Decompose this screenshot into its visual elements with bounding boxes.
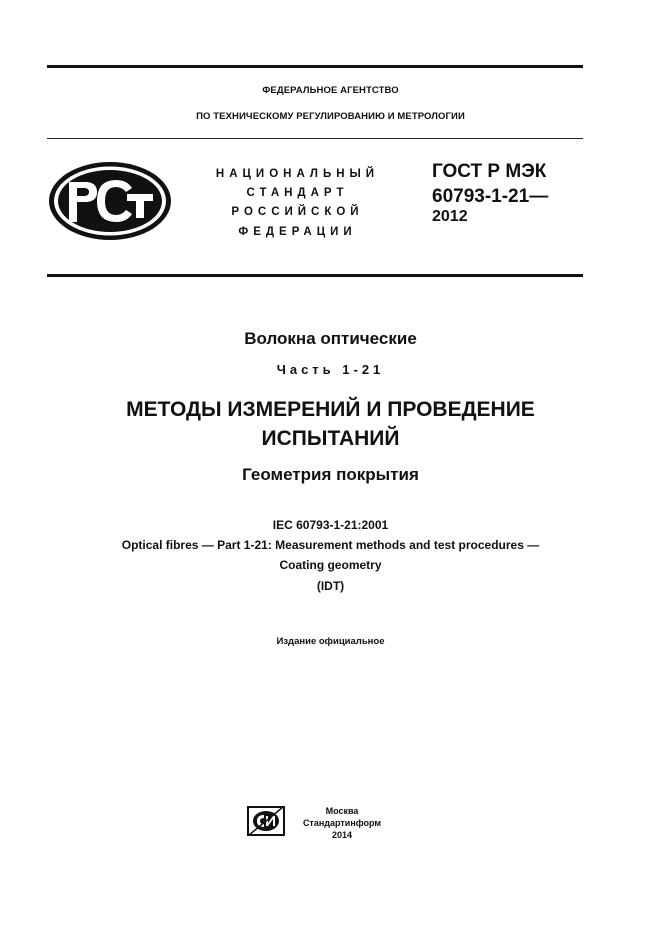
agency-line-2: ПО ТЕХНИЧЕСКОМУ РЕГУЛИРОВАНИЮ И МЕТРОЛОГИИ bbox=[196, 111, 465, 122]
rst-mark-icon bbox=[47, 160, 173, 242]
standard-designation-line-3: 2012 bbox=[432, 208, 468, 225]
english-title-line-1: Optical fibres — Part 1-21: Measurement methods and test procedures — bbox=[121, 538, 540, 552]
document-subject: Волокна оптические bbox=[244, 329, 417, 348]
publisher-name: Стандартинформ bbox=[302, 818, 382, 828]
publisher-city: Москва bbox=[325, 806, 359, 816]
national-line-4: ФЕДЕРАЦИИ bbox=[238, 226, 357, 238]
national-line-3: РОССИЙСКОЙ bbox=[231, 206, 364, 218]
idt-mark: (IDT) bbox=[316, 579, 345, 593]
document-part: Часть 1-21 bbox=[276, 362, 385, 377]
publisher-year: 2014 bbox=[331, 830, 353, 840]
national-line-2: СТАНДАРТ bbox=[246, 187, 349, 199]
standartinform-logo-icon bbox=[247, 806, 285, 836]
agency-divider bbox=[47, 138, 583, 139]
edition-label: Издание официальное bbox=[276, 636, 385, 647]
agency-line-1: ФЕДЕРАЛЬНОЕ АГЕНТСТВО bbox=[262, 85, 399, 96]
standard-designation-line-2: 60793-1-21— bbox=[432, 186, 549, 207]
english-title-line-2: Coating geometry bbox=[279, 558, 382, 572]
top-rule bbox=[47, 65, 583, 68]
iec-reference: IEC 60793-1-21:2001 bbox=[272, 518, 389, 532]
standard-designation-line-1: ГОСТ Р МЭК bbox=[432, 161, 547, 182]
document-title-line-1: МЕТОДЫ ИЗМЕРЕНИЙ И ПРОВЕДЕНИЕ bbox=[126, 398, 535, 421]
document-subtitle: Геометрия покрытия bbox=[242, 465, 419, 484]
national-line-1: НАЦИОНАЛЬНЫЙ bbox=[215, 168, 380, 180]
document-title-line-2: ИСПЫТАНИЙ bbox=[261, 427, 400, 450]
header-bottom-rule bbox=[47, 274, 583, 277]
